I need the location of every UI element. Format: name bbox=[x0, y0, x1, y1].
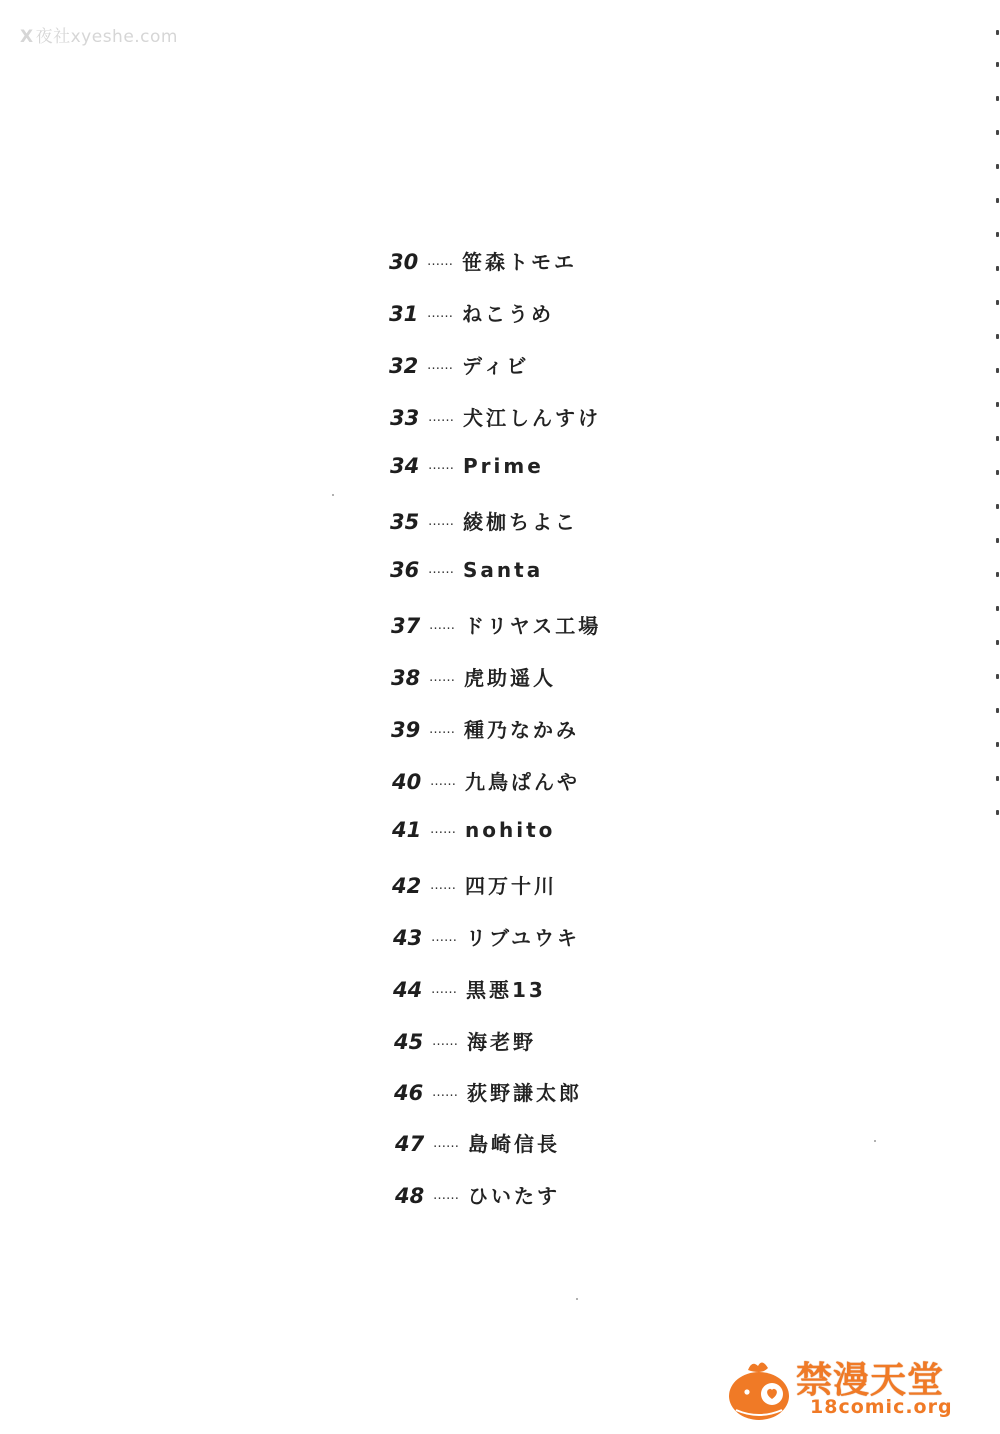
toc-entry bbox=[391, 662, 556, 692]
toc-entry bbox=[394, 1026, 536, 1056]
toc-number: 35 bbox=[390, 510, 420, 534]
toc-leader-dots: …… bbox=[432, 1034, 458, 1049]
toc-entry bbox=[393, 922, 580, 952]
toc-entry bbox=[389, 298, 554, 328]
toc-author-name: 九鳥ぱんや bbox=[465, 770, 580, 794]
toc-entry bbox=[395, 1128, 560, 1158]
scan-speck bbox=[576, 1298, 578, 1300]
toc-author-name: Prime bbox=[463, 454, 544, 478]
logo-url: 18comic.org bbox=[810, 1396, 953, 1418]
toc-number: 41 bbox=[392, 818, 422, 842]
logo-title: 禁漫天堂 bbox=[796, 1360, 945, 1401]
toc-author-name: ひいたす bbox=[468, 1184, 560, 1208]
toc-author-name: nohito bbox=[465, 818, 556, 842]
toc-entry bbox=[390, 402, 601, 432]
toc-author-name: ディビ bbox=[462, 354, 530, 378]
toc-author-name: 犬江しんすけ bbox=[463, 406, 601, 430]
toc-leader-dots: …… bbox=[430, 774, 456, 789]
toc-author-name: 笹森トモエ bbox=[462, 250, 577, 274]
toc-leader-dots: …… bbox=[428, 410, 454, 425]
toc-leader-dots: …… bbox=[428, 562, 454, 577]
toc-number: 42 bbox=[392, 874, 422, 898]
toc-number: 36 bbox=[390, 558, 420, 582]
toc-number: 32 bbox=[389, 354, 419, 378]
toc-leader-dots: …… bbox=[432, 1085, 458, 1100]
toc-entry bbox=[390, 558, 543, 588]
scan-speck bbox=[874, 1140, 876, 1142]
toc-number: 47 bbox=[395, 1132, 425, 1156]
toc-author-name: 黒悪13 bbox=[466, 978, 546, 1002]
toc-entry bbox=[390, 454, 544, 484]
toc-entry bbox=[389, 350, 529, 380]
toc-leader-dots: …… bbox=[427, 358, 453, 373]
site-logo bbox=[726, 1350, 966, 1426]
toc-author-name: ねこうめ bbox=[462, 302, 554, 326]
watermark-x-icon: X bbox=[20, 27, 34, 47]
toc-number: 43 bbox=[393, 926, 423, 950]
toc-entry bbox=[393, 974, 546, 1004]
toc-leader-dots: …… bbox=[431, 930, 457, 945]
toc-number: 31 bbox=[389, 302, 419, 326]
toc-entry bbox=[392, 870, 557, 900]
toc-number: 40 bbox=[392, 770, 422, 794]
toc-number: 38 bbox=[391, 666, 421, 690]
toc-author-name: 四万十川 bbox=[465, 874, 557, 898]
toc-author-name: 荻野謙太郎 bbox=[467, 1081, 582, 1105]
toc-entry bbox=[395, 1180, 560, 1210]
toc-leader-dots: …… bbox=[430, 878, 456, 893]
toc-entry bbox=[391, 610, 601, 640]
scan-speck bbox=[332, 494, 334, 496]
toc-number: 39 bbox=[391, 718, 421, 742]
toc-leader-dots: …… bbox=[430, 822, 456, 837]
toc-author-name: Santa bbox=[463, 558, 544, 582]
toc-entry bbox=[391, 714, 579, 744]
toc-number: 30 bbox=[389, 250, 419, 274]
toc-leader-dots: …… bbox=[433, 1188, 459, 1203]
toc-entry bbox=[389, 246, 577, 276]
toc-author-name: リブユウキ bbox=[466, 926, 580, 950]
toc-leader-dots: …… bbox=[429, 722, 455, 737]
toc-leader-dots: …… bbox=[428, 458, 454, 473]
toc-leader-dots: …… bbox=[428, 514, 454, 529]
toc-author-name: ドリヤス工場 bbox=[464, 614, 602, 638]
toc-author-name: 綾枷ちよこ bbox=[463, 510, 578, 534]
toc-number: 33 bbox=[390, 406, 420, 430]
toc-leader-dots: …… bbox=[433, 1136, 459, 1151]
toc-number: 46 bbox=[394, 1081, 424, 1105]
watermark-site: 夜社xyeshe.com bbox=[35, 27, 178, 47]
toc-entry bbox=[394, 1077, 582, 1107]
toc-entry bbox=[390, 506, 578, 536]
toc-author-name: 虎助遥人 bbox=[464, 666, 556, 690]
toc-number: 48 bbox=[395, 1184, 425, 1208]
toc-leader-dots: …… bbox=[429, 670, 455, 685]
toc-author-name: 島崎信長 bbox=[468, 1132, 560, 1156]
toc-leader-dots: …… bbox=[427, 254, 453, 269]
toc-entry bbox=[392, 818, 555, 848]
toc-number: 44 bbox=[393, 978, 423, 1002]
toc-leader-dots: …… bbox=[427, 306, 453, 321]
toc-author-name: 種乃なかみ bbox=[464, 718, 579, 742]
toc-number: 37 bbox=[391, 614, 421, 638]
whale-mascot-icon bbox=[726, 1358, 792, 1422]
toc-entry bbox=[392, 766, 580, 796]
toc-number: 34 bbox=[390, 454, 420, 478]
toc-author-name: 海老野 bbox=[467, 1030, 536, 1054]
toc-leader-dots: …… bbox=[431, 982, 457, 997]
toc-number: 45 bbox=[394, 1030, 424, 1054]
toc-leader-dots: …… bbox=[429, 618, 455, 633]
